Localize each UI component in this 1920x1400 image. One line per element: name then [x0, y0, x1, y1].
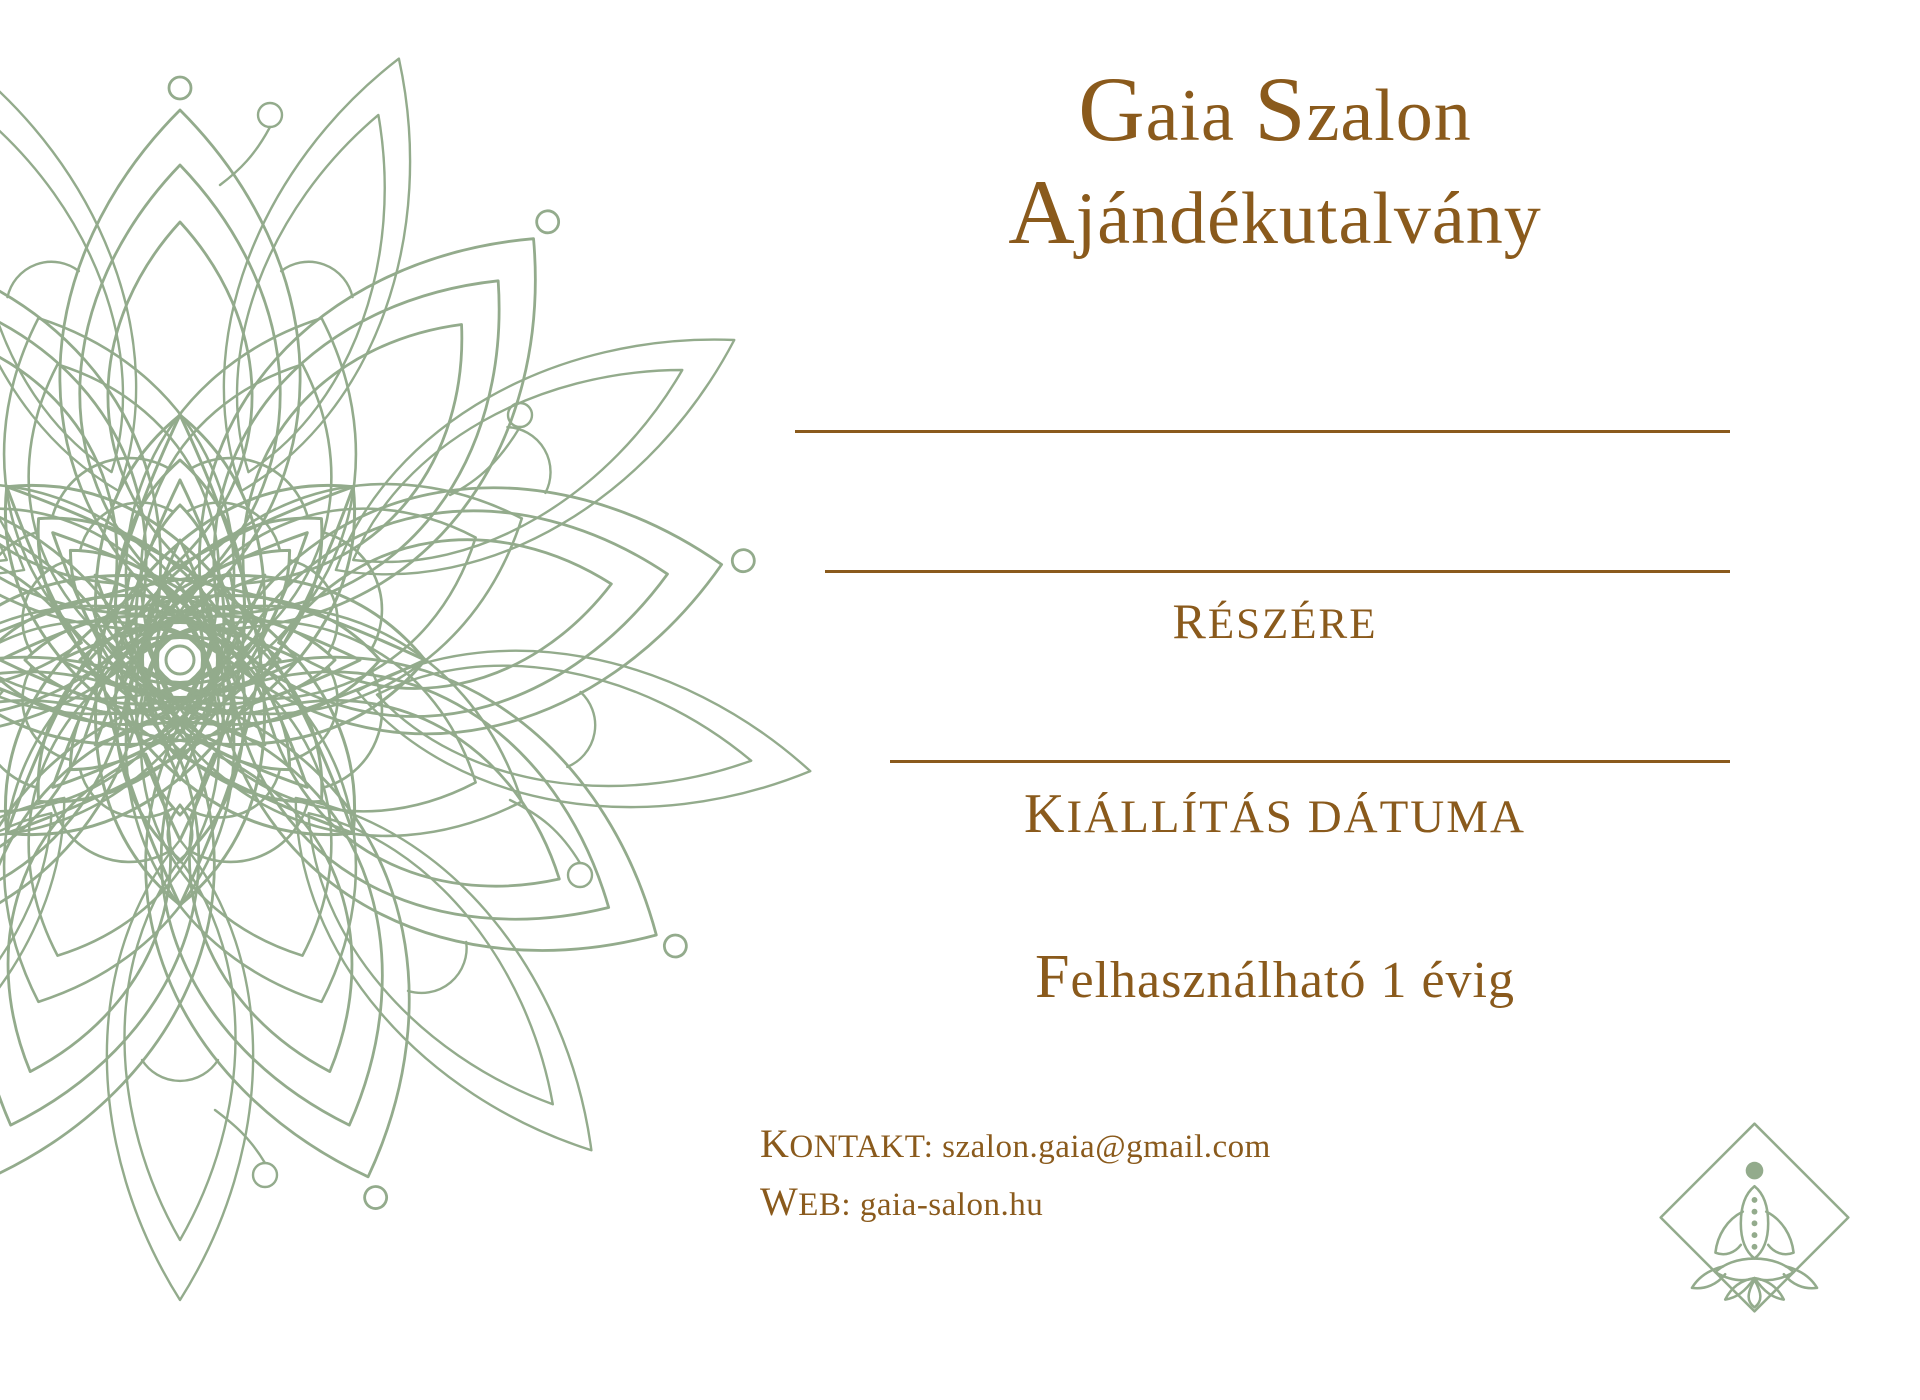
contact-email-label-initial: K	[760, 1121, 790, 1166]
recipient-label-initial: R	[1172, 593, 1208, 649]
contact-email-value[interactable]: szalon.gaia@gmail.com	[942, 1129, 1271, 1165]
recipient-field-label	[760, 592, 1790, 650]
contact-block	[760, 1115, 1560, 1231]
meditating-figure-lotus-icon	[1647, 1110, 1862, 1325]
title-line-2-initial: A	[1008, 161, 1076, 264]
title-line-1-initial: G	[1078, 58, 1146, 160]
validity-note	[760, 942, 1790, 1013]
recipient-write-line-1	[795, 430, 1730, 433]
issue-date-label-initial: K	[1024, 783, 1067, 845]
title-line-1-initial-2: S	[1254, 58, 1307, 160]
mandala-ornament-icon	[0, 0, 880, 1400]
issue-date-field-label	[760, 782, 1790, 846]
contact-web-label-initial: W	[760, 1179, 799, 1224]
issue-date-label-rest: IÁLLÍTÁS DÁTUMA	[1066, 791, 1526, 843]
validity-note-rest: elhasználható 1 évig	[1070, 952, 1515, 1009]
title-line-2-rest: jándékutalvány	[1075, 178, 1542, 261]
issue-date-write-line	[890, 760, 1730, 763]
contact-web-label-rest: EB:	[798, 1187, 860, 1223]
contact-web-value[interactable]: gaia-salon.hu	[859, 1187, 1044, 1223]
contact-web-line	[760, 1173, 1560, 1231]
validity-note-initial: F	[1035, 943, 1071, 1011]
recipient-write-line-2	[825, 570, 1730, 573]
title-line-1-rest: aia	[1145, 75, 1255, 157]
contact-email-line	[760, 1115, 1560, 1173]
title-line-2	[760, 161, 1790, 264]
title-line-1-rest-2: zalon	[1306, 75, 1472, 157]
contact-email-label-rest: ONTAKT:	[789, 1129, 943, 1165]
title-line-1	[760, 58, 1790, 161]
page-title	[760, 58, 1790, 264]
recipient-label-rest: ÉSZÉRE	[1207, 601, 1378, 648]
